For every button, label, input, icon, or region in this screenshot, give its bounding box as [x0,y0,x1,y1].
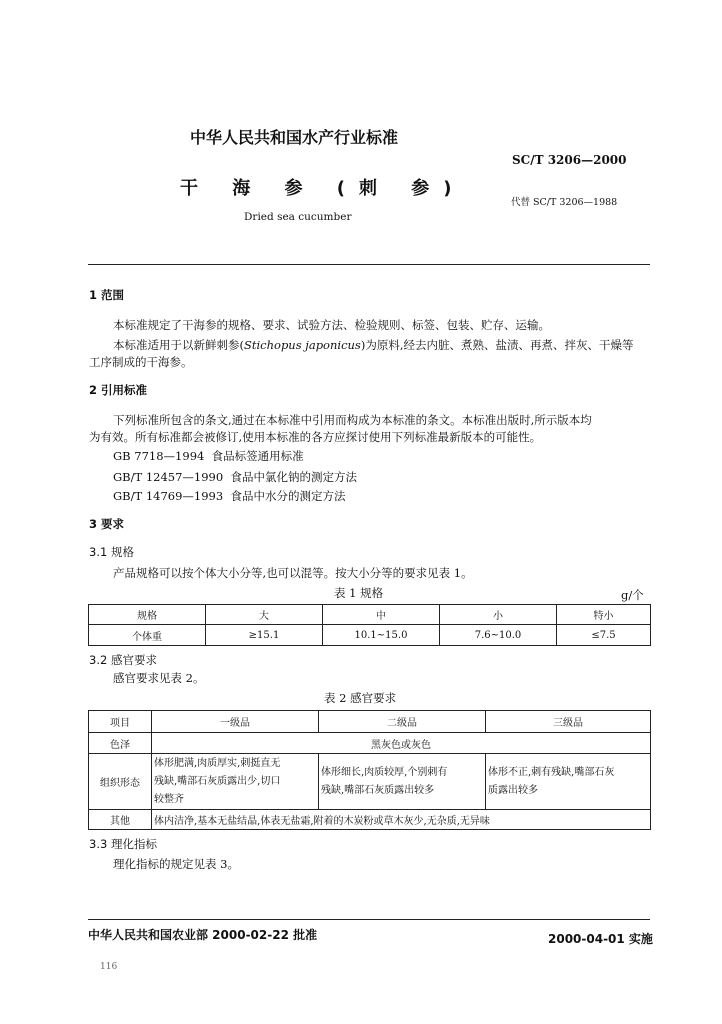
table-1-specifications [88,604,651,646]
section-1-paragraph-2: 本标准适用于以新鲜刺参(Stichopus japonicus)为原料,经去内脏、煮熟、盐渍、再煮、拌灰、干燥等 [113,338,634,352]
section-2-paragraph-1: 下列标准所包含的条文,通过在本标准中引用而构成为本标准的条文。本标准出版时,所示版本均 [113,413,592,427]
table-2-row-label: 色泽 [89,733,152,754]
standard-org-title: 中华人民共和国水产行业标准 [190,128,399,147]
section-2-paragraph-1-cont: 为有效。所有标准都会被修订,使用本标准的各方应探讨使用下列标准最新版本的可能性。 [89,430,542,444]
table-1-header-cell: 大 [206,605,323,625]
header-rule [88,264,650,265]
section-3-heading: 3 要求 [89,517,125,531]
table-2-form-grade-1: 体形肥满,肉质厚实,刺挺直无 残缺,嘴部石灰质露出少,切口 较整齐 [152,754,319,810]
section-3-2-heading: 3.2 感官要求 [89,653,157,667]
table-1-row-label: 个体重 [89,625,206,646]
table-2-header-cell: 项目 [89,711,152,733]
table-1-value-cell: 10.1~15.0 [323,625,440,646]
section-3-3-paragraph: 理化指标的规定见表 3。 [113,857,239,871]
table-2-form-grade-3: 体形不正,刺有残缺,嘴部石灰 质露出较多 [486,754,651,810]
table-1-value-cell: ≥15.1 [206,625,323,646]
page-number: 116 [100,962,118,972]
table-1-header-cell: 特小 [557,605,651,625]
table-2-row-label: 其他 [89,810,152,830]
table-2-sensory-requirements [88,710,651,830]
table-1-header-cell: 小 [440,605,557,625]
section-3-3-heading: 3.3 理化指标 [89,837,157,851]
table-1-header-cell: 规格 [89,605,206,625]
table-2-header-cell: 一级品 [152,711,319,733]
reference-item: GB 7718—1994 食品标签通用标准 [113,449,304,463]
section-1-paragraph-2-cont: 工序制成的干海参。 [89,355,193,369]
table-2-form-grade-2: 体形细长,肉质较厚,个别刺有 残缺,嘴部石灰质露出较多 [319,754,486,810]
table-2-title: 表 2 感官要求 [324,691,397,705]
footer-rule [88,919,650,920]
table-2-header-cell: 三级品 [486,711,651,733]
table-1-value-cell: 7.6~10.0 [440,625,557,646]
section-3-1-heading: 3.1 规格 [89,545,134,559]
standard-number: SC/T 3206—2000 [512,153,627,167]
section-3-2-paragraph: 感官要求见表 2。 [113,671,205,685]
english-title: Dried sea cucumber [244,211,352,223]
table-2-header-cell: 二级品 [319,711,486,733]
approval-line: 中华人民共和国农业部 2000-02-22 批准 [88,928,318,942]
reference-item: GB/T 14769—1993 食品中水分的测定方法 [113,489,346,503]
document-title: 干 海 参 (刺 参) [180,178,466,199]
section-3-1-paragraph: 产品规格可以按个体大小分等,也可以混等。按大小分等的要求见表 1。 [113,566,473,580]
section-2-heading: 2 引用标准 [89,383,148,397]
implementation-date: 2000-04-01 实施 [548,932,653,946]
reference-item: GB/T 12457—1990 食品中氯化钠的测定方法 [113,470,358,484]
table-2-row-label: 组织形态 [89,754,152,810]
table-2-color-value: 黑灰色或灰色 [152,733,651,754]
table-1-header-cell: 中 [323,605,440,625]
table-1-unit: g/个 [621,588,644,602]
replaces-standard: 代替 SC/T 3206—1988 [511,197,618,208]
table-2-other-value: 体内洁净,基本无盐结晶,体表无盐霜,附着的木炭粉或草木灰少,无杂质,无异味 [152,810,651,830]
table-1-title: 表 1 规格 [334,586,384,600]
section-1-paragraph-1: 本标准规定了干海参的规格、要求、试验方法、检验规则、标签、包装、贮存、运输。 [113,318,550,332]
section-1-heading: 1 范围 [89,288,125,302]
table-1-value-cell: ≤7.5 [557,625,651,646]
